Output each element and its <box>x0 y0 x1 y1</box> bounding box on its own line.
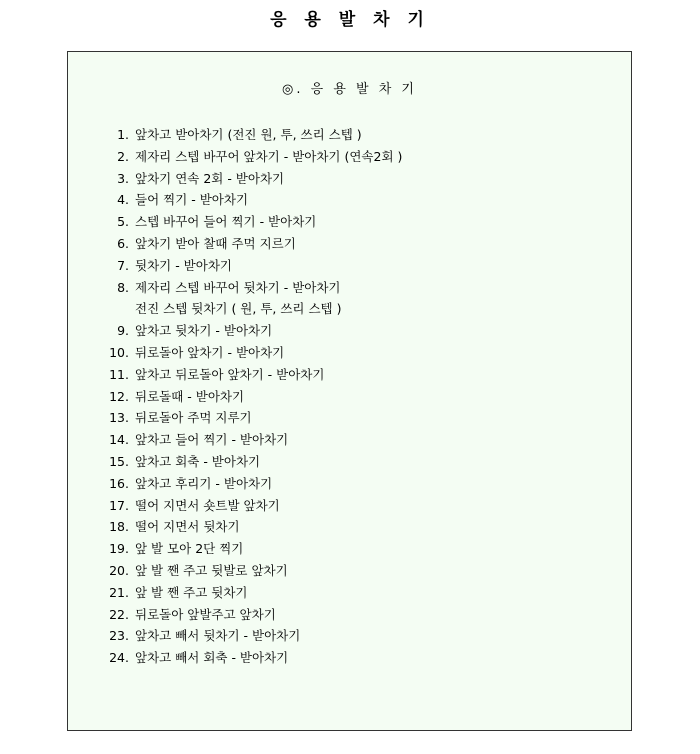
list-item-text: 뒤로돌아 주먹 지루기 <box>135 410 252 426</box>
list-item-number: 19. <box>109 541 129 557</box>
list-item <box>108 604 402 626</box>
list-item-text: 앞차기 연속 2회 - 받아차기 <box>135 170 285 186</box>
list-item-text: 앞차고 빼서 뒷차기 - 받아차기 <box>135 628 301 644</box>
list-item-number: 15. <box>109 453 129 469</box>
list-item-number: 24. <box>109 650 129 666</box>
list-item <box>108 647 402 669</box>
box-heading: ◎. 응 용 발 차 기 <box>282 82 417 97</box>
list-item <box>108 560 402 582</box>
list-item-text: 앞차고 받아차기 (전진 원, 투, 쓰리 스텝 ) <box>135 127 362 142</box>
list-item <box>108 233 402 255</box>
list-item-number: 4. <box>117 192 129 208</box>
list-item-text: 앞차고 빼서 회축 - 받아차기 <box>135 650 289 666</box>
page-title: 응 용 발 차 기 <box>270 10 430 30</box>
list-item <box>108 386 402 408</box>
list-item-number: 22. <box>109 606 129 622</box>
list-item-text: 뒷차기 - 받아차기 <box>135 257 232 273</box>
list-item <box>108 277 402 299</box>
list-item-number: 17. <box>109 497 129 513</box>
list-item-number: 23. <box>109 628 129 644</box>
list-item-number: 1. <box>117 127 129 142</box>
list-item-text: 들어 찍기 - 받아차기 <box>135 192 249 208</box>
list-item-number: 14. <box>109 432 129 448</box>
list-item-number: 10. <box>109 344 129 360</box>
list-item-text: 제자리 스텝 바꾸어 뒷차기 - 받아차기 <box>135 279 341 295</box>
list-item <box>108 255 402 277</box>
list-item <box>108 189 402 211</box>
list-item-text: 떨어 지면서 숏트발 앞차기 <box>135 497 280 513</box>
list-item <box>108 495 402 517</box>
list-item-text: 앞차고 들어 찍기 - 받아차기 <box>135 432 289 448</box>
list-item-text: 뒤로돌때 - 받아차기 <box>135 388 245 404</box>
list-item <box>108 625 402 647</box>
list-item-number: 12. <box>109 388 129 404</box>
list-item <box>108 407 402 429</box>
list-item-number: 20. <box>109 562 129 578</box>
list-item-text: 앞 발 모아 2단 찍기 <box>135 541 244 557</box>
list-item-number: 11. <box>109 366 129 382</box>
list-item-number: 3. <box>117 170 129 186</box>
list-item-number: 18. <box>109 519 129 535</box>
list-item-number: 9. <box>117 323 129 339</box>
list-item-text: 제자리 스텝 바꾸어 앞차기 - 받아차기 (연속2회 ) <box>135 148 403 164</box>
content-box <box>67 51 632 731</box>
list-item <box>108 516 402 538</box>
list-item-number: 6. <box>117 235 129 251</box>
list-item-text: 뒤로돌아 앞발주고 앞차기 <box>135 606 276 622</box>
item-list <box>108 124 402 669</box>
list-item <box>108 320 402 342</box>
list-item <box>108 364 402 386</box>
list-item <box>108 168 402 190</box>
list-item <box>108 124 402 146</box>
list-item <box>108 451 402 473</box>
list-item <box>108 582 402 604</box>
list-item-number: 2. <box>117 148 129 164</box>
list-item-number: 13. <box>109 410 129 426</box>
list-item <box>108 429 402 451</box>
list-item-number: 16. <box>109 475 129 491</box>
list-item <box>108 473 402 495</box>
list-item-number <box>108 298 135 320</box>
list-item-text: 뒤로돌아 앞차기 - 받아차기 <box>135 344 285 360</box>
list-item-text: 앞차기 받아 찰때 주먹 지르기 <box>135 235 296 251</box>
list-item <box>108 211 402 233</box>
list-item-text: 앞차고 뒤로돌아 앞차기 - 받아차기 <box>135 366 325 382</box>
list-item-text: 앞차고 뒷차기 - 받아차기 <box>135 323 273 339</box>
list-item <box>108 342 402 364</box>
list-item-text: 앞 발 짼 주고 뒷차기 <box>135 584 248 600</box>
list-item-text: 앞차고 회축 - 받아차기 <box>135 453 261 469</box>
list-item <box>108 146 402 168</box>
list-item-text: 앞차고 후리기 - 받아차기 <box>135 475 273 491</box>
list-item-text: 스텝 바꾸어 들어 찍기 - 받아차기 <box>135 214 317 230</box>
list-item-number: 21. <box>109 584 129 600</box>
list-item-text: 떨어 지면서 뒷차기 <box>135 519 240 535</box>
list-item-number: 5. <box>117 214 129 230</box>
list-item-text: 전진 스텝 뒷차기 ( 원, 투, 쓰리 스텝 ) <box>135 301 342 317</box>
list-item <box>108 538 402 560</box>
list-item-text: 앞 발 짼 주고 뒷발로 앞차기 <box>135 562 288 578</box>
list-item-number: 7. <box>117 257 129 273</box>
list-item <box>108 298 402 320</box>
list-item-number: 8. <box>117 279 129 295</box>
